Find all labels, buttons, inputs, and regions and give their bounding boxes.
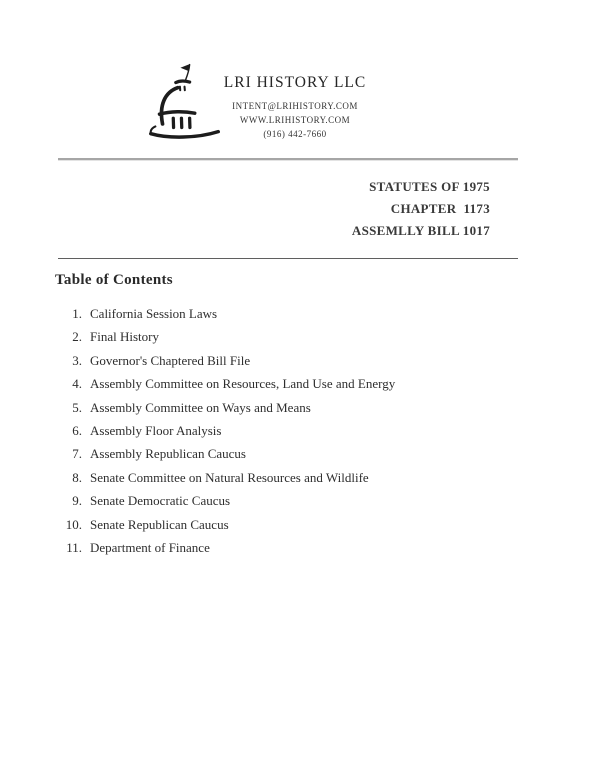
toc-item	[0, 442, 560, 465]
toc-item-number: 10.	[65, 516, 82, 532]
toc-item	[0, 349, 560, 372]
toc-item-label: Senate Republican Caucus	[90, 516, 229, 532]
contact-website: WWW.LRIHISTORY.COM	[239, 115, 351, 125]
toc-item-label: Assembly Committee on Resources, Land Use and Energy	[90, 376, 396, 392]
toc-item	[0, 396, 560, 419]
toc-item-number: 7.	[72, 446, 82, 462]
toc-item-number: 6.	[72, 422, 82, 438]
toc-item	[0, 466, 560, 489]
toc-item	[0, 372, 560, 395]
contact-email: INTENT@LRIHISTORY.COM	[232, 101, 358, 111]
toc-title: Table of Contents	[55, 272, 173, 288]
toc-item-number: 1.	[72, 306, 82, 321]
toc-item-number: 3.	[72, 352, 82, 368]
toc-item-number: 2.	[72, 329, 82, 345]
bill-reference	[352, 176, 490, 242]
divider-bottom	[58, 258, 518, 259]
toc-item-label: Senate Committee on Natural Resources and Wildlife	[90, 469, 369, 485]
toc-item-number: 11.	[66, 539, 82, 555]
toc-item	[0, 513, 560, 536]
company-name: LRI HISTORY LLC	[223, 74, 367, 91]
assembly-bill-line: ASSEMLLY BILL 1017	[351, 223, 490, 238]
toc-item-label: Department of Finance	[90, 539, 210, 555]
letterhead	[165, 73, 425, 141]
chapter-line: CHAPTER 1173	[390, 201, 490, 216]
toc-item-number: 4.	[72, 376, 82, 392]
toc-item	[0, 325, 560, 348]
toc-item-label: Governor's Chaptered Bill File	[90, 352, 251, 368]
toc-item	[0, 489, 560, 512]
toc-item-label: Assembly Committee on Ways and Means	[90, 399, 311, 415]
toc-item-label: Assembly Republican Caucus	[90, 446, 246, 462]
toc-item-label: Final History	[90, 329, 159, 345]
statutes-line: STATUTES OF 1975	[369, 179, 490, 194]
contact-phone: (916) 442-7660	[263, 129, 327, 139]
toc-item-label: Senate Democratic Caucus	[90, 493, 231, 509]
toc-item	[0, 419, 560, 442]
toc-item-number: 8.	[72, 469, 82, 485]
toc-item-number: 9.	[72, 493, 82, 509]
toc-list	[0, 302, 560, 559]
toc-item-number: 5.	[72, 399, 82, 415]
toc-item	[0, 302, 560, 325]
toc-item	[0, 536, 560, 559]
divider-top	[58, 158, 518, 160]
toc-item-label: Assembly Floor Analysis	[90, 422, 222, 438]
toc-item-label: California Session Laws	[90, 306, 218, 321]
